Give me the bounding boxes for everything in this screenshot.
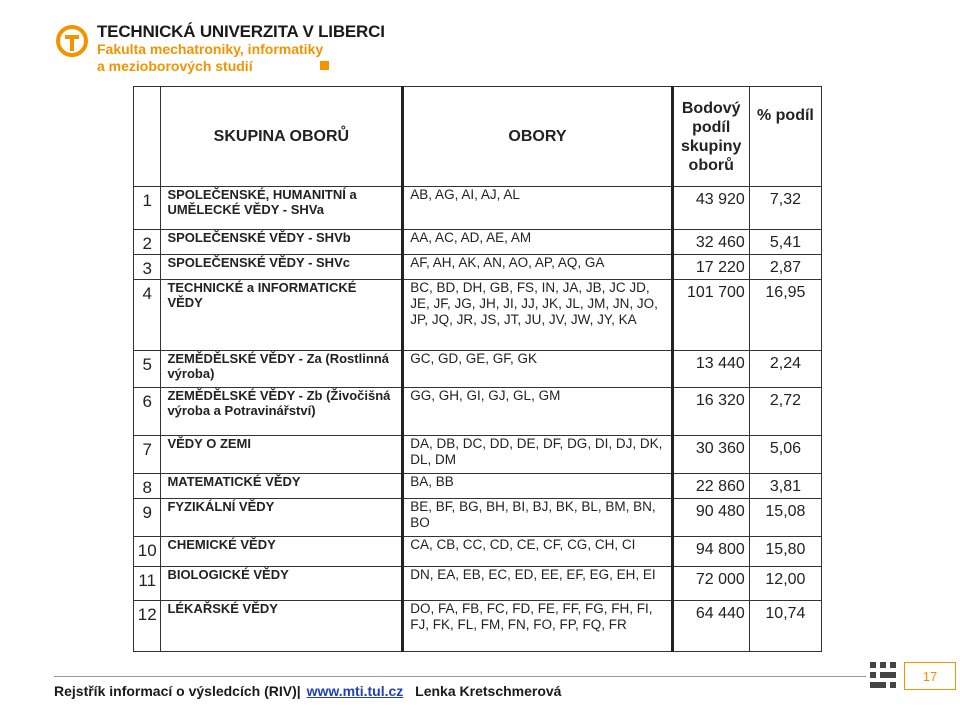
table-row	[134, 601, 822, 652]
table-row	[134, 280, 822, 351]
row-fields: CA, CB, CC, CD, CE, CF, CG, CH, CI	[403, 537, 672, 567]
row-group: SPOLEČENSKÉ VĚDY - SHVb	[161, 230, 403, 255]
table-row	[134, 499, 822, 537]
row-number: 9	[134, 499, 161, 537]
row-share: 5,06	[749, 436, 821, 474]
table-row	[134, 230, 822, 255]
table-row	[134, 474, 822, 499]
header-number	[134, 87, 161, 187]
table-header-row	[134, 87, 822, 187]
row-share: 3,81	[749, 474, 821, 499]
row-number: 12	[134, 601, 161, 652]
footer	[54, 683, 561, 699]
row-share: 2,24	[749, 351, 821, 388]
row-points: 16 320	[672, 388, 749, 436]
row-fields: GG, GH, GI, GJ, GL, GM	[403, 388, 672, 436]
row-points: 32 460	[672, 230, 749, 255]
row-fields: BE, BF, BG, BH, BI, BJ, BK, BL, BM, BN, BO	[403, 499, 672, 537]
row-number: 1	[134, 187, 161, 230]
row-fields: AA, AC, AD, AE, AM	[403, 230, 672, 255]
row-points: 43 920	[672, 187, 749, 230]
row-number: 5	[134, 351, 161, 388]
university-title: TECHNICKÁ UNIVERZITA V LIBERCI	[97, 22, 385, 41]
table-body	[134, 187, 822, 652]
row-group: FYZIKÁLNÍ VĚDY	[161, 499, 403, 537]
fields-table	[133, 86, 822, 652]
row-fields: AB, AG, AI, AJ, AL	[403, 187, 672, 230]
row-number: 10	[134, 537, 161, 567]
row-points: 13 440	[672, 351, 749, 388]
row-group: CHEMICKÉ VĚDY	[161, 537, 403, 567]
footer-link[interactable]: www.mti.tul.cz	[306, 683, 404, 699]
row-group: SPOLEČENSKÉ VĚDY - SHVc	[161, 255, 403, 280]
table-row	[134, 388, 822, 436]
row-group: SPOLEČENSKÉ, HUMANITNÍ a UMĚLECKÉ VĚDY - SHVa	[161, 187, 403, 230]
footer-author: Lenka Kretschmerová	[415, 683, 562, 699]
header-group: SKUPINA OBORŮ	[161, 87, 403, 187]
row-group: BIOLOGICKÉ VĚDY	[161, 567, 403, 601]
row-fields: GC, GD, GE, GF, GK	[403, 351, 672, 388]
faculty-name-line2: a mezioborových studií	[97, 58, 253, 74]
row-points: 90 480	[672, 499, 749, 537]
row-fields: AF, AH, AK, AN, AO, AP, AQ, GA	[403, 255, 672, 280]
row-number: 8	[134, 474, 161, 499]
university-logo-icon	[55, 24, 89, 58]
row-number: 3	[134, 255, 161, 280]
row-points: 64 440	[672, 601, 749, 652]
row-group: LÉKAŘSKÉ VĚDY	[161, 601, 403, 652]
table-row	[134, 436, 822, 474]
row-points: 94 800	[672, 537, 749, 567]
row-points: 101 700	[672, 280, 749, 351]
row-fields: BA, BB	[403, 474, 672, 499]
row-fields: DA, DB, DC, DD, DE, DF, DG, DI, DJ, DK, DL, DM	[403, 436, 672, 474]
accent-square	[320, 61, 329, 70]
row-number: 7	[134, 436, 161, 474]
row-share: 7,32	[749, 187, 821, 230]
row-fields: BC, BD, DH, GB, FS, IN, JA, JB, JC JD, JE, JF, JG, JH, JI, JJ, JK, JL, JM, JN, JO, JP, JQ, JR, JS, JT, JU, JV, JW, JY, KA	[403, 280, 672, 351]
row-points: 22 860	[672, 474, 749, 499]
footer-text: Rejstřík informací o výsledcích (RIV)|	[54, 683, 301, 699]
header-share: % podíl	[749, 87, 821, 187]
row-points: 17 220	[672, 255, 749, 280]
row-group: TECHNICKÉ a INFORMATICKÉ VĚDY	[161, 280, 403, 351]
row-group: ZEMĚDĚLSKÉ VĚDY - Za (Rostlinná výroba)	[161, 351, 403, 388]
row-share: 10,74	[749, 601, 821, 652]
row-group: VĚDY O ZEMI	[161, 436, 403, 474]
row-share: 16,95	[749, 280, 821, 351]
grid-logo-icon	[870, 662, 896, 688]
table-row	[134, 351, 822, 388]
row-share: 12,00	[749, 567, 821, 601]
table-row	[134, 187, 822, 230]
faculty-name-line1: Fakulta mechatroniky, informatiky	[97, 41, 324, 57]
row-group: MATEMATICKÉ VĚDY	[161, 474, 403, 499]
row-share: 2,87	[749, 255, 821, 280]
row-fields: DN, EA, EB, EC, ED, EE, EF, EG, EH, EI	[403, 567, 672, 601]
row-number: 4	[134, 280, 161, 351]
table-row	[134, 567, 822, 601]
row-share: 5,41	[749, 230, 821, 255]
row-fields: DO, FA, FB, FC, FD, FE, FF, FG, FH, FI, FJ, FK, FL, FM, FN, FO, FP, FQ, FR	[403, 601, 672, 652]
row-number: 11	[134, 567, 161, 601]
university-name	[97, 22, 385, 75]
header-fields: OBORY	[403, 87, 672, 187]
fields-table-container	[133, 86, 822, 657]
row-points: 72 000	[672, 567, 749, 601]
footer-divider	[54, 676, 866, 677]
row-number: 2	[134, 230, 161, 255]
page-number: 17	[904, 662, 956, 690]
table-row	[134, 255, 822, 280]
table-row	[134, 537, 822, 567]
row-group: ZEMĚDĚLSKÉ VĚDY - Zb (Živočišná výroba a Potravinářství)	[161, 388, 403, 436]
row-number: 6	[134, 388, 161, 436]
row-share: 15,80	[749, 537, 821, 567]
row-points: 30 360	[672, 436, 749, 474]
row-share: 15,08	[749, 499, 821, 537]
header-points: Bodový podíl skupiny oborů	[672, 87, 749, 187]
row-share: 2,72	[749, 388, 821, 436]
